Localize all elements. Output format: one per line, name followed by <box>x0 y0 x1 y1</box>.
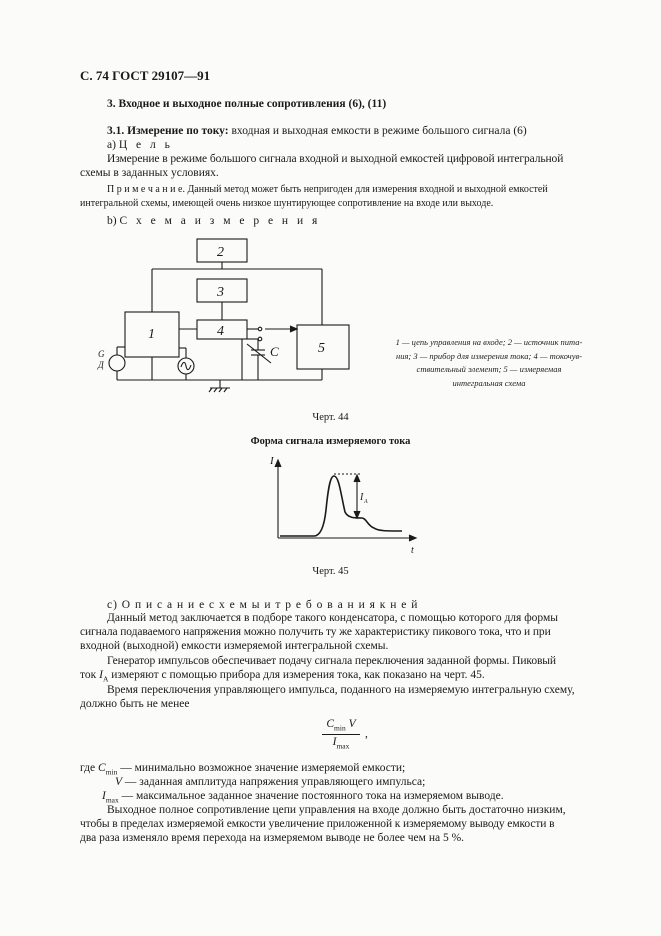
desc-p3-line-2: должно быть не менее <box>80 698 190 710</box>
caption-44: Черт. 44 <box>312 412 349 423</box>
circuit-diagram <box>90 232 380 407</box>
capacitor-label: C <box>270 344 279 359</box>
def-line-2 <box>115 775 425 790</box>
generator-label-d: Д <box>98 360 104 370</box>
block-3-label: 3 <box>217 285 224 300</box>
formula-v: V <box>348 718 356 730</box>
caption-45: Черт. 45 <box>312 566 349 577</box>
def2-text: — заданная амплитуда напряжения управляющего импульса; <box>124 776 426 788</box>
subsection-line <box>107 124 527 139</box>
desc-p2-rest: измеряют с помощью прибора для измерения тока, как показано на черт. 45. <box>111 669 485 681</box>
y-axis-label: I <box>270 455 274 467</box>
formula-numerator <box>318 718 364 732</box>
block-5-label: 5 <box>318 341 325 356</box>
formula-bar <box>322 734 360 735</box>
desc-p2-line-1: Генератор импульсов обеспечивает подачу сигнала переключения заданной формы. Пиковый <box>107 655 556 667</box>
peak-current-symbol: I <box>99 669 103 681</box>
subsection-title: 3.1. Измерение по току: <box>107 125 229 137</box>
desc-p4-line-1: Выходное полное сопротивление цепи управления на входе должно быть достаточно низким, <box>107 804 566 816</box>
peak-label-sub: A <box>364 499 368 505</box>
block-2-label: 2 <box>217 245 224 260</box>
note-label: П р и м е ч а н и е. <box>107 184 185 195</box>
subsection-text: входная и выходная емкости в режиме большого сигнала (6) <box>231 125 527 137</box>
def3-sub: max <box>105 795 119 805</box>
legend-line-1: 1 — цепь управления на входе; 2 — источник пита- <box>395 337 583 347</box>
scheme-label: b) <box>107 215 117 227</box>
formula-i-sub: max <box>336 741 350 751</box>
def1-symbol: C <box>97 762 106 774</box>
desc-p4-line-2: чтобы в пределах измеряемой емкости увеличение приложенной к измеряемому выводу емкости в <box>80 818 555 830</box>
formula-denominator <box>318 736 364 750</box>
desc-p2-word: ток <box>80 669 97 681</box>
formula-c-sub: min <box>334 723 346 733</box>
goal-line-2: схемы в заданных условиях. <box>80 167 219 179</box>
desc-p1-line-2: сигнала подаваемого напряжения можно получить ту же характеристику пикового тока, что и при <box>80 626 551 638</box>
scheme-heading <box>107 214 320 229</box>
def1-text: — минимально возможное значение измеряемой емкости; <box>120 762 406 774</box>
goal-label: а) <box>107 139 116 151</box>
legend-line-4: интегральная схема <box>452 377 526 388</box>
desc-p1-line-1: Данный метод заключается в подборе такого конденсатора, с помощью которого для формы <box>107 612 558 624</box>
desc-p3-line-1: Время переключения управляющего импульса, поданного на измеряемую интегральную схему, <box>107 684 575 696</box>
waveform-chart <box>262 450 422 560</box>
block-4-label: 4 <box>217 324 224 339</box>
desc-p4-line-3: два раза изменяло время перехода на измеряемом выводе не более чем на 5 %. <box>80 832 465 844</box>
where-word: где <box>80 762 96 774</box>
formula-comma: , <box>365 728 368 740</box>
x-axis-label: t <box>411 545 414 556</box>
diagram-legend <box>384 336 594 390</box>
desc-p1-line-3: входной (выходной) емкости измеряемой интегральной схемы. <box>80 640 389 652</box>
goal-line-1: Измерение в режиме большого сигнала входной и выходной емкостей цифровой интегральной <box>107 153 564 165</box>
description-heading: с) О п и с а н и е с х е м ы и т р е б о в а н и я к н е й <box>107 599 419 611</box>
scheme-title: С х е м а и з м е р е н и я <box>119 215 321 227</box>
note-line-2: интегральной схемы, имеющей очень низкое шунтирующее сопротивление на входе или выходе. <box>80 198 494 209</box>
formula-c: C <box>326 718 335 730</box>
def2-symbol: V <box>115 776 123 788</box>
legend-line-2: ния; 3 — прибор для измерения тока; 4 — токочув- <box>395 350 582 361</box>
legend-line-3: ствительный элемент; 5 — измеряемая <box>416 364 562 374</box>
note-text: Данный метод может быть непригоден для измерения входной и выходной емкостей <box>187 184 548 195</box>
block-1-label: 1 <box>148 327 155 342</box>
def3-symbol: I <box>102 790 106 802</box>
def1-sub: min <box>105 767 118 777</box>
peak-current-sub: A <box>102 674 109 684</box>
def3-text: — максимальное заданное значение постоянного тока на измеряемом выводе. <box>121 790 504 802</box>
peak-label: I <box>360 492 364 503</box>
goal-heading <box>107 138 173 153</box>
waveform-title: Форма сигнала измеряемого тока <box>250 436 411 447</box>
current-curve <box>280 476 402 536</box>
note-line-1 <box>107 183 548 196</box>
section-title: 3. Входное и выходное полные сопротивления (6), (11) <box>107 98 387 110</box>
generator-label-g: G <box>98 349 105 359</box>
goal-title: Ц е л ь <box>118 139 173 151</box>
page-header: С. 74 ГОСТ 29107—91 <box>80 68 211 83</box>
formula-i: I <box>332 736 337 748</box>
